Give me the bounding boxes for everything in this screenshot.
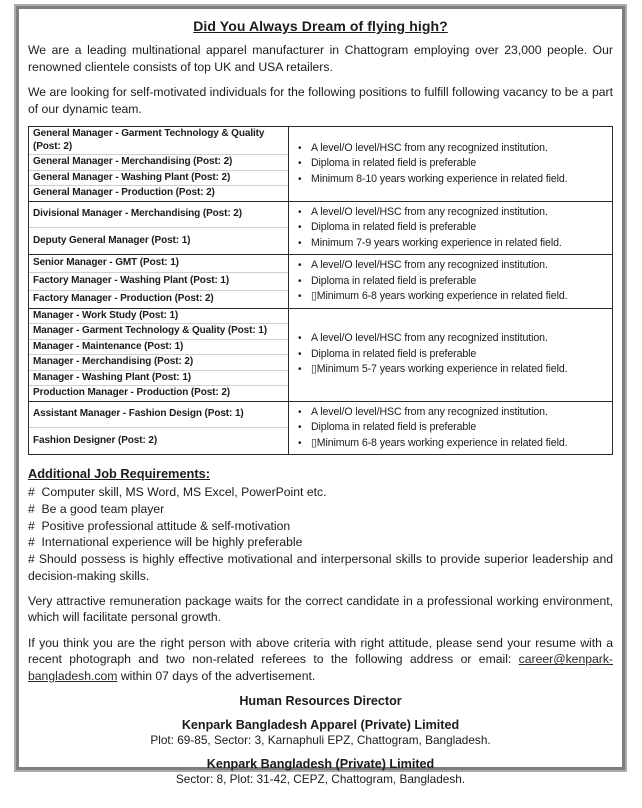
requirements-cell: [289, 309, 612, 401]
position-title: Senior Manager - GMT (Post: 1): [29, 255, 288, 273]
ad-title: Did You Always Dream of flying high?: [193, 18, 448, 34]
requirement-item: [296, 420, 608, 436]
requirements-cell: [289, 202, 612, 255]
requirement-item: [296, 172, 608, 188]
position-title: Factory Manager - Production (Post: 2): [33, 292, 214, 304]
requirement-item: [296, 258, 608, 274]
position-title: General Manager - Washing Plant (Post: 2): [29, 171, 288, 187]
additional-requirement-item: # International experience will be highly preferable: [28, 535, 303, 550]
requirement-text: A level/O level/HSC from any recognized institution.: [311, 259, 548, 271]
requirement-item: [296, 436, 608, 452]
position-title: General Manager - Garment Technology & Quality (Post: 2): [29, 127, 288, 155]
bullet-icon: •: [298, 173, 302, 185]
remuneration-paragraph: Very attractive remuneration package waits for the correct candidate in a professional working environment, which will facilitate personal growth.: [28, 593, 613, 625]
requirement-item: [296, 220, 608, 236]
bullet-icon: •: [298, 206, 302, 218]
bullet-icon: •: [298, 237, 302, 249]
requirement-text: Diploma in related field is preferable: [311, 274, 477, 287]
company2-name: Kenpark Bangladesh (Private) Limited: [206, 757, 435, 772]
bullet-icon: •: [298, 222, 302, 233]
requirement-item: [296, 405, 608, 421]
apply-paragraph: [28, 635, 613, 685]
additional-requirement-item: # Computer skill, MS Word, MS Excel, PowerPoint etc.: [28, 485, 327, 499]
intro-paragraph-1: We are a leading multinational apparel manufacturer in Chattogram employing over 23,000 people. Our renowned clientele consists of top UK and USA retailers.: [28, 43, 613, 74]
requirement-item: [296, 331, 608, 347]
bullet-icon: •: [298, 422, 302, 433]
company1-address: Plot: 69-85, Sector: 3, Karnaphuli EPZ, Chattogram, Bangladesh.: [150, 733, 491, 748]
position-group: [29, 255, 612, 309]
requirement-item: [296, 205, 608, 221]
company1-name: Kenpark Bangladesh Apparel (Private) Limited: [181, 718, 460, 733]
requirement-item: [296, 362, 608, 378]
intro-paragraph-2: We are looking for self-motivated individuals for the following positions to fulfill following vacancy to be a part of our dynamic team.: [28, 85, 613, 116]
additional-requirements-heading: Additional Job Requirements:: [28, 466, 211, 481]
position-title: General Manager - Merchandising (Post: 2): [29, 155, 288, 171]
requirement-item: [296, 156, 608, 172]
position-title: Production Manager - Production (Post: 2): [33, 387, 231, 398]
position-title: Manager - Merchandising (Post: 2): [29, 355, 288, 371]
position-title: Manager - Garment Technology & Quality (Post: 1): [29, 324, 288, 340]
position-titles-cell: [29, 202, 289, 255]
position-titles-cell: [29, 309, 289, 401]
position-title: Divisional Manager - Merchandising (Post: 2): [29, 202, 288, 229]
bullet-icon: •: [298, 406, 302, 418]
company2-address: Sector: 8, Plot: 31-42, CEPZ, Chattogram, Bangladesh.: [175, 772, 466, 787]
bullet-icon: •: [298, 348, 302, 360]
requirement-text: Diploma in related field is preferable: [311, 157, 477, 169]
position-title: Factory Manager - Washing Plant (Post: 1): [29, 273, 288, 291]
additional-requirements-list: [28, 484, 613, 585]
positions-table: [28, 126, 613, 455]
position-title: Fashion Designer (Post: 2): [33, 434, 158, 446]
requirements-cell: [289, 127, 612, 201]
requirement-text: ▯Minimum 6-8 years working experience in related field.: [311, 290, 568, 302]
additional-requirement-item: # Positive professional attitude & self-motivation: [28, 518, 291, 533]
requirement-item: [296, 274, 608, 290]
apply-text-after: within 07 days of the advertisement.: [117, 668, 316, 683]
bullet-icon: •: [298, 142, 302, 154]
position-title: General Manager - Production (Post: 2): [33, 187, 215, 198]
advertisement-outer-frame: [14, 4, 627, 787]
position-title: Manager - Work Study (Post: 1): [29, 309, 288, 325]
position-title: Manager - Washing Plant (Post: 1): [29, 371, 288, 387]
requirement-text: Diploma in related field is preferable: [311, 347, 477, 360]
requirement-text: Diploma in related field is preferable: [311, 221, 477, 233]
requirement-text: Minimum 8-10 years working experience in related field.: [311, 172, 568, 185]
bullet-icon: •: [298, 364, 302, 376]
bullet-icon: •: [298, 260, 302, 271]
requirements-cell: [289, 402, 612, 455]
requirement-item: [296, 347, 608, 363]
apply-text-before: If you think you are the right person with above criteria with right attitude, please send your resume with a recent photograph and two non-related referees to the following address or email:: [28, 635, 613, 667]
requirement-item: [296, 289, 608, 305]
position-group: [29, 402, 612, 455]
position-title: Deputy General Manager (Post: 1): [33, 234, 191, 246]
advertisement-document: [16, 6, 625, 787]
bullet-icon: •: [298, 437, 302, 449]
requirement-item: [296, 141, 608, 157]
hr-director-line: Human Resources Director: [239, 694, 402, 709]
position-title: Assistant Manager - Fashion Design (Post: 1): [29, 402, 288, 429]
position-title: Manager - Maintenance (Post: 1): [29, 340, 288, 356]
requirement-text: A level/O level/HSC from any recognized institution.: [311, 205, 548, 218]
position-group: [29, 202, 612, 256]
bullet-icon: •: [298, 275, 302, 287]
company-block-1: [28, 717, 613, 748]
requirements-cell: [289, 255, 612, 308]
position-titles-cell: [29, 402, 289, 455]
position-titles-cell: [29, 255, 289, 308]
position-titles-cell: [29, 127, 289, 201]
bullet-icon: •: [298, 291, 302, 302]
requirement-text: Minimum 7-9 years working experience in related field.: [311, 236, 562, 249]
position-group: [29, 127, 612, 202]
requirement-text: A level/O level/HSC from any recognized institution.: [311, 405, 548, 418]
requirement-text: A level/O level/HSC from any recognized institution.: [311, 141, 548, 154]
requirement-text: A level/O level/HSC from any recognized institution.: [311, 332, 548, 345]
requirement-text: Diploma in related field is preferable: [311, 421, 477, 433]
bullet-icon: •: [298, 158, 302, 169]
requirement-text: ▯Minimum 5-7 years working experience in related field.: [311, 363, 568, 376]
position-group: [29, 309, 612, 402]
company-block-2: [28, 756, 613, 787]
email-link[interactable]: career@kenpark-bangladesh.com: [28, 652, 613, 683]
additional-requirement-item: # Should possess is highly effective motivational and interpersonal skills to provide superior leadership and decision-making skills.: [28, 552, 613, 583]
requirement-text: ▯Minimum 6-8 years working experience in related field.: [311, 436, 568, 449]
bullet-icon: •: [298, 333, 302, 345]
requirement-item: [296, 236, 608, 252]
additional-requirement-item: # Be a good team player: [28, 501, 165, 516]
